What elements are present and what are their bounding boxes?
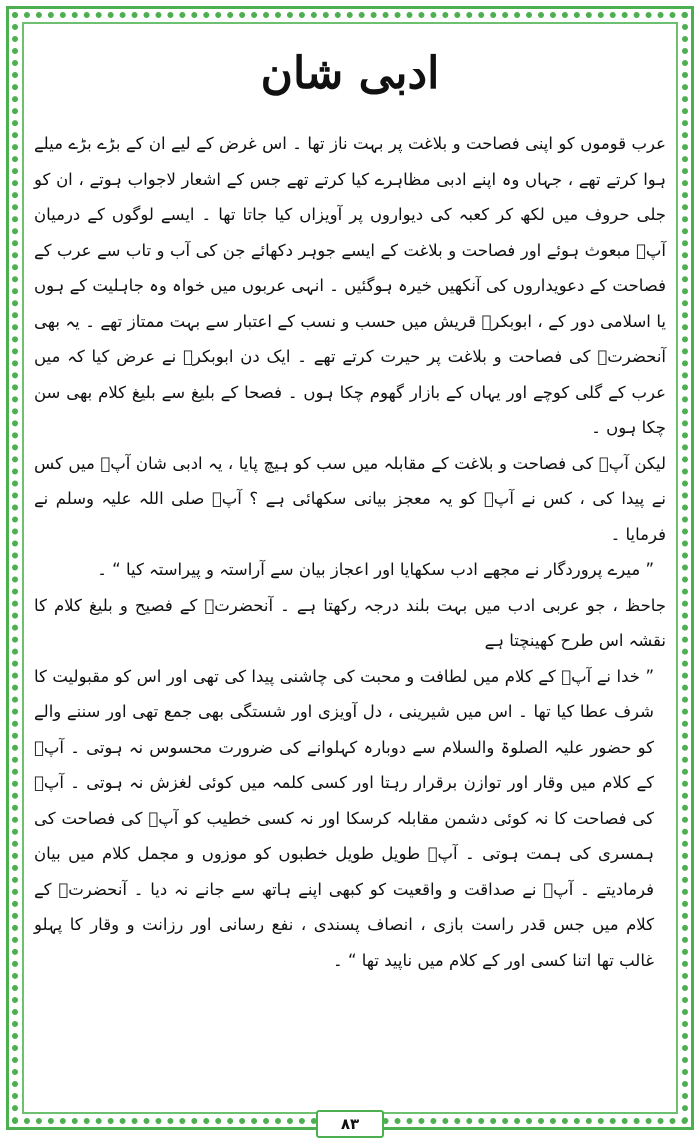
paragraph-jahiz-intro: جاحظ ، جو عربی ادب میں بہت بلند درجہ رکھتا ہے ۔ آنحضرتؐ کے فصیح و بلیغ کلام کا نقشہ اس طرح کھینچتا ہے <box>34 595 666 650</box>
paragraph-jahiz-quote: ” خدا نے آپؐ کے کلام میں لطافت و محبت کی چاشنی پیدا کی تھی اور اس کو مقبولیت کا شرف عطا کیا تھا ۔ اس میں شیرینی ، دل آویزی اور شستگی بھی جمع تھی اور سننے والے کو حضور علیہ الصلوۃ والسلام سے دوبارہ کہلوانے کی ضرورت محسوس نہ ہوتی ۔ آپؐ کے کلام میں وقار اور توازن برقرار رہتا اور کسی کلمہ میں کوئی لغزش نہ ہوتی ۔ آپؐ کی فصاحت کا نہ کوئی دشمن مقابلہ کرسکا اور نہ کسی خطیب کو آپؐ کی فصاحت کی ہمسری کی ہمت ہوتی ۔ آپؐ طویل طویل خطبوں کو موزوں و مجمل کلام میں بیان فرمادیتے ۔ آپؐ نے صداقت و واقعیت کو کبھی اپنے ہاتھ سے جانے نہ دیا ۔ آنحضرتؐ کے کلام میں جس قدر راست بازی ، انصاف پسندی ، نفع رسانی اور رزانت و وقار کا پہلو غالب تھا اتنا کسی اور کے کلام میں ناپید تھا “ ۔ <box>34 666 654 970</box>
paragraph-intro: عرب قوموں کو اپنی فصاحت و بلاغت پر بہت ناز تھا ۔ اس غرض کے لیے ان کے بڑے بڑے میلے ہوا کرتے تھے ، جہاں وہ اپنے ادبی مظاہرے کیا کرتے تھے جس کے اشعار لاجواب ہوتے ، ان کو جلی حروف میں لکھ کر کعبہ کی دیواروں پر آویزاں کیا جاتا تھا ۔ ایسے لوگوں کے درمیان آپؐ مبعوث ہوئے اور فصاحت و بلاغت کے ایسے جوہر دکھائے جن کی آب و تاب سے عرب کے فصاحت کے دعویداروں کی آنکھیں خیرہ ہوگئیں ۔ انہی عربوں میں خواہ وہ جاہلیت کے ہوں یا اسلامی دور کے ، ابوبکرؓ قریش میں حسب و نسب کے اعتبار سے بہت ممتاز تھے ۔ یہ بھی آنحضرتؐ کی فصاحت و بلاغت پر حیرت کرتے تھے ۔ ایک دن ابوبکرؓ نے عرض کیا کہ میں عرب کے گلی کوچے اور یہاں کے بازار گھوم چکا ہوں ۔ فصحا کے بلیغ سے بلیغ کلام بھی سن چکا ہوں ۔ <box>34 134 666 437</box>
page-title: ادبی شان <box>260 48 440 99</box>
page-content <box>34 34 666 1098</box>
paragraph-question: لیکن آپؐ کی فصاحت و بلاغت کے مقابلہ میں سب کو ہیچ پایا ، یہ ادبی شان آپؐ میں کس نے پیدا کی ، کس نے آپؐ کو یہ معجز بیانی سکھائی ہے ؟ آپؐ صلی اللہ علیہ وسلم نے فرمایا ۔ <box>34 453 666 544</box>
paragraph-hadith-quote: ” میرے پروردگار نے مجھے ادب سکھایا اور اعجاز بیان سے آراستہ و پیراستہ کیا “ ۔ <box>97 560 654 579</box>
page-number: ۸۳ <box>316 1110 384 1138</box>
